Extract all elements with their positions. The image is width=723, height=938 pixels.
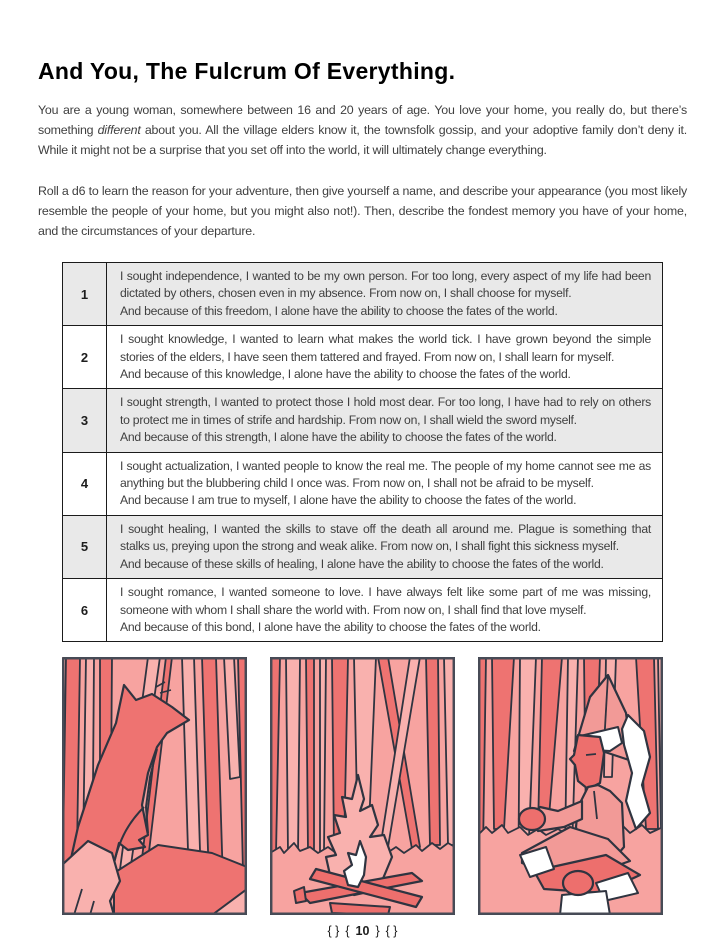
roll-aftermath: And because of this bond, I alone have the ability to choose the fates of the world. <box>120 619 541 634</box>
roll-aftermath: And because of these skills of healing, I alone have the ability to choose the fates of the world. <box>120 556 604 571</box>
roll-text: I sought healing, I wanted the skills to stave off the death all around me. Plague is something that stalks us, preying upon the strong and weak alike. From now on, I shall fight this sickness myself. <box>120 521 651 554</box>
intro-p1-italic-word: different <box>97 123 141 137</box>
roll-description <box>107 579 663 642</box>
roll-aftermath: And because of this knowledge, I alone have the ability to choose the fates of the world. <box>120 367 571 382</box>
roll-description <box>107 515 663 578</box>
page-number-footer <box>62 924 663 938</box>
table-row <box>63 452 663 515</box>
table-row <box>63 389 663 452</box>
roll-number: 1 <box>63 263 107 326</box>
table-row <box>63 579 663 642</box>
roll-description <box>107 326 663 389</box>
illustration-row <box>62 657 663 915</box>
intro-p1-after: about you. All the village elders know it, the townsfolk gossip, and your adoptive family don’t deny it. While it might not be a surprise that you set off into the world, it will ultimately change everything. <box>38 123 687 157</box>
roll-text: I sought knowledge, I wanted to learn what makes the world tick. I have grown beyond the simple stories of the elders, I have seen them tattered and frayed. From now on, I shall learn for myself. <box>120 332 651 364</box>
footer-ornament: { } <box>385 924 398 938</box>
roll-description <box>107 452 663 515</box>
roll-number: 6 <box>63 579 107 642</box>
campfire-illustration <box>270 657 455 915</box>
bear-illustration <box>62 657 247 915</box>
roll-aftermath: And because I am true to myself, I alone have the ability to choose the fates of the world. <box>120 493 577 508</box>
hand-on-knee <box>519 808 545 830</box>
page-title: And You, The Fulcrum Of Everything. <box>38 58 456 84</box>
roll-text: I sought independence, I wanted to be my own person. For too long, every aspect of my life had been dictated by others, chosen even in my absence. From now on, I shall choose for myself. <box>120 269 651 301</box>
log-end <box>294 887 306 903</box>
hands-joined <box>563 871 593 895</box>
table-row <box>63 515 663 578</box>
roll-number: 2 <box>63 326 107 389</box>
roll-text: I sought strength, I wanted to protect those I hold most dear. For too long, I have had to rely on others to protect me in times of strife and hardship. From now on, I shall wield the sword myself. <box>120 395 651 427</box>
d6-reason-table <box>62 262 663 642</box>
roll-number: 4 <box>63 452 107 515</box>
footer-ornament: { } <box>327 924 340 938</box>
roll-description <box>107 389 663 452</box>
roll-text: I sought actualization, I wanted people to know the real me. The people of my home cannot see me as anything but the blubbering child I once was. From now on, I shall not be afraid to be myself. <box>120 458 651 491</box>
footer-brace-close: } <box>375 924 380 938</box>
table-row <box>63 326 663 389</box>
intro-paragraph-1 <box>38 100 687 160</box>
roll-aftermath: And because of this strength, I alone have the ability to choose the fates of the world. <box>120 430 557 445</box>
roll-number: 5 <box>63 515 107 578</box>
roll-text: I sought romance, I wanted someone to love. I have always felt like some part of me was missing, someone with whom I shall share the world with. From now on, I shall find that love myself. <box>120 585 651 617</box>
roll-description <box>107 263 663 326</box>
roll-aftermath: And because of this freedom, I alone have the ability to choose the fates of the world. <box>120 303 558 318</box>
roll-number: 3 <box>63 389 107 452</box>
footer-brace-open: { <box>345 924 350 938</box>
page-number: 10 <box>355 924 370 938</box>
intro-p1-before: You are a young woman, somewhere between 16 and 20 years of age. You love your home, you really do, but there’s something <box>38 103 687 137</box>
closed-eye-line <box>586 754 596 755</box>
seated-woman-illustration <box>478 657 663 915</box>
table-row <box>63 263 663 326</box>
intro-paragraph-2: Roll a d6 to learn the reason for your adventure, then give yourself a name, and describe your appearance (you most likely resemble the people of your home, but you might also not!). Then, describe the fondest memory you have of your home, and the circumstances of your departure. <box>38 184 687 238</box>
